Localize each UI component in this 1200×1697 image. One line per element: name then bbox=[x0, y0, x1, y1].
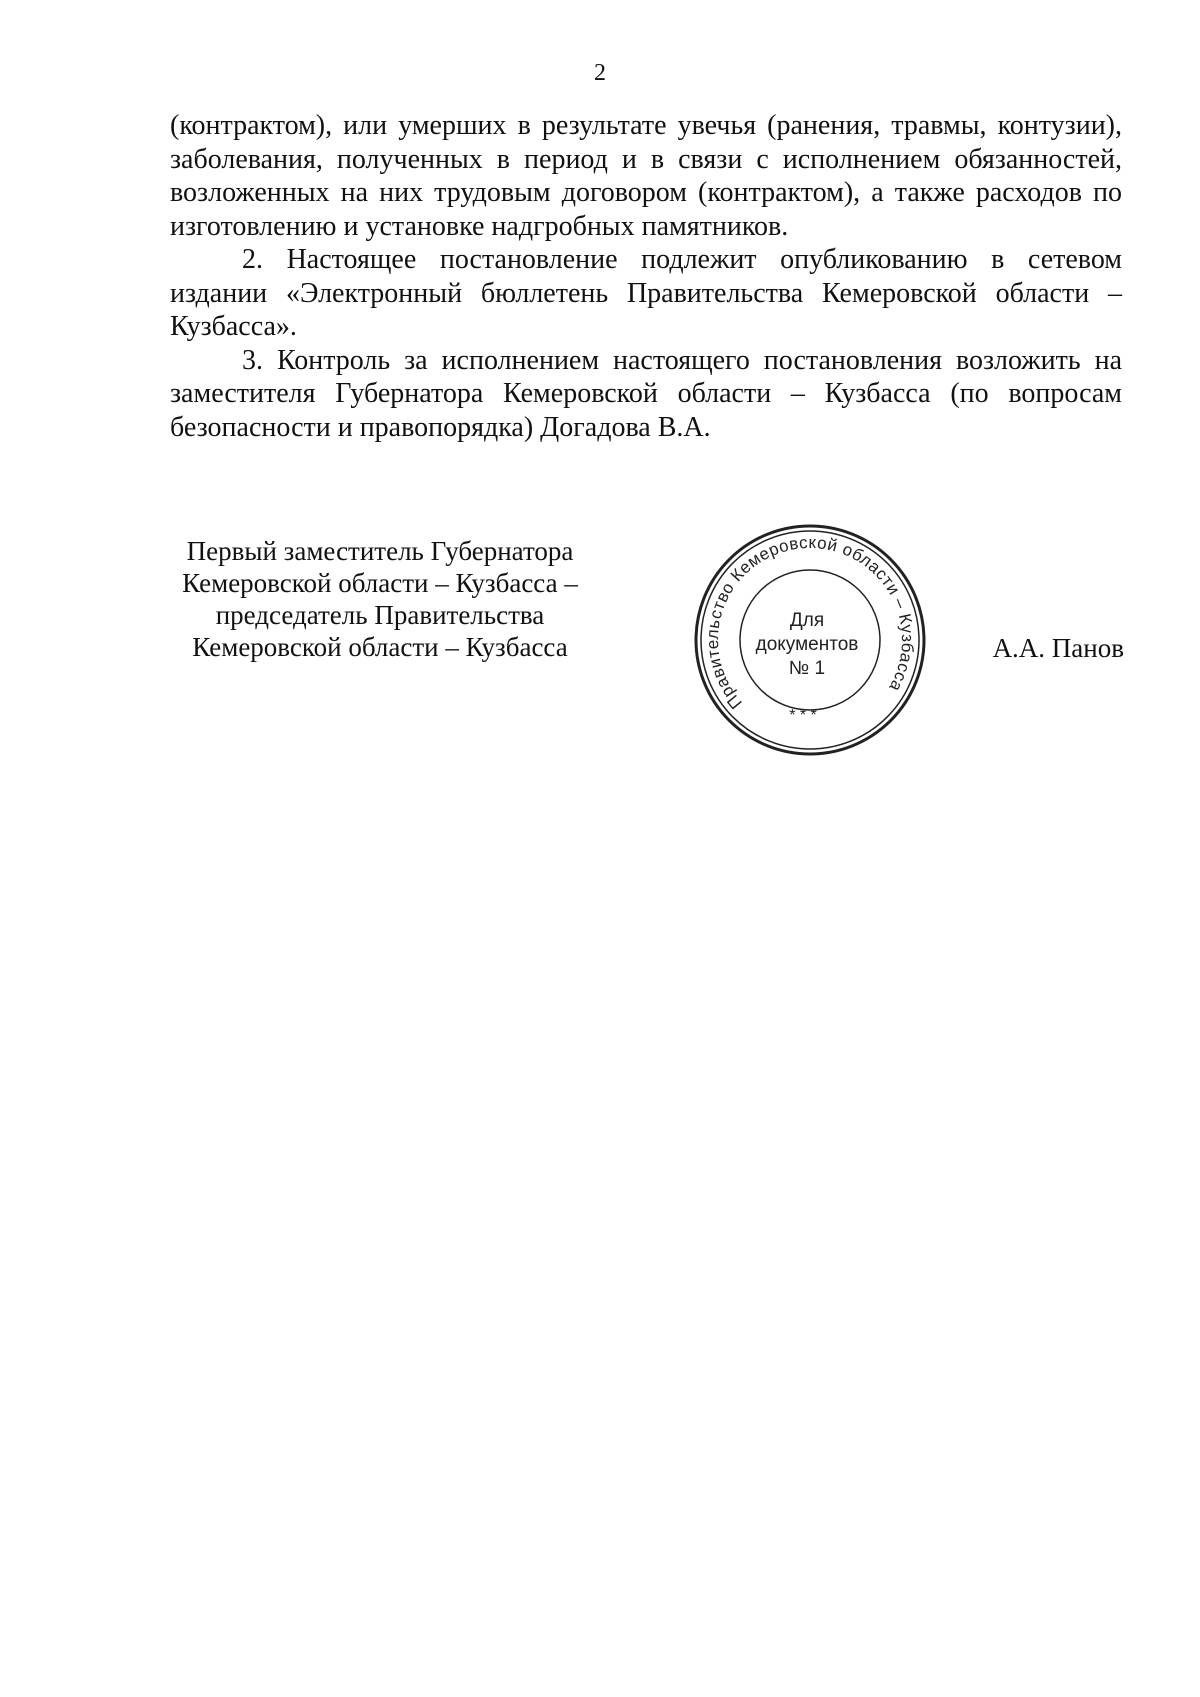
signer-position bbox=[160, 535, 600, 663]
signer-position-line: Кемеровской области – Кузбасса – bbox=[182, 568, 578, 598]
signer-position-line: Кемеровской области – Кузбасса bbox=[192, 632, 568, 662]
signer-position-line: Первый заместитель Губернатора bbox=[186, 536, 574, 566]
page-number: 2 bbox=[594, 60, 606, 86]
signer-position-line: председатель Правительства bbox=[215, 600, 545, 630]
signer-name: А.А. Панов bbox=[992, 633, 1124, 663]
paragraph-continuation: (контрактом), или умерших в результате увечья (ранения, травмы, контузии), заболевания, полученных в период и в связи с исполнением обязанностей, возложенных на них трудовым договором (контрактом), а также расходов по изготовлению и установке надгробных памятников. bbox=[170, 110, 1122, 242]
document-body bbox=[170, 109, 1122, 444]
stamp-center-line: № 1 bbox=[788, 658, 826, 679]
paragraph-publication: 2. Настоящее постановление подлежит опубликованию в сетевом издании «Электронный бюллетень Правительства Кемеровской области – Кузбасса». bbox=[170, 244, 1122, 342]
official-stamp bbox=[690, 520, 930, 760]
stamp-ring-text: Правительство Кемеровской области – Кузбасса bbox=[702, 532, 918, 713]
paragraph-control: 3. Контроль за исполнением настоящего постановления возложить на заместителя Губернатора Кемеровской области – Кузбасса (по вопросам безопасности и правопорядка) Догадова В.А. bbox=[170, 344, 1122, 443]
stamp-seal-graphic bbox=[690, 520, 930, 760]
stamp-center-line: документов bbox=[755, 634, 859, 655]
stamp-center-line: Для bbox=[789, 610, 825, 631]
stamp-stars: * * * bbox=[789, 707, 817, 724]
